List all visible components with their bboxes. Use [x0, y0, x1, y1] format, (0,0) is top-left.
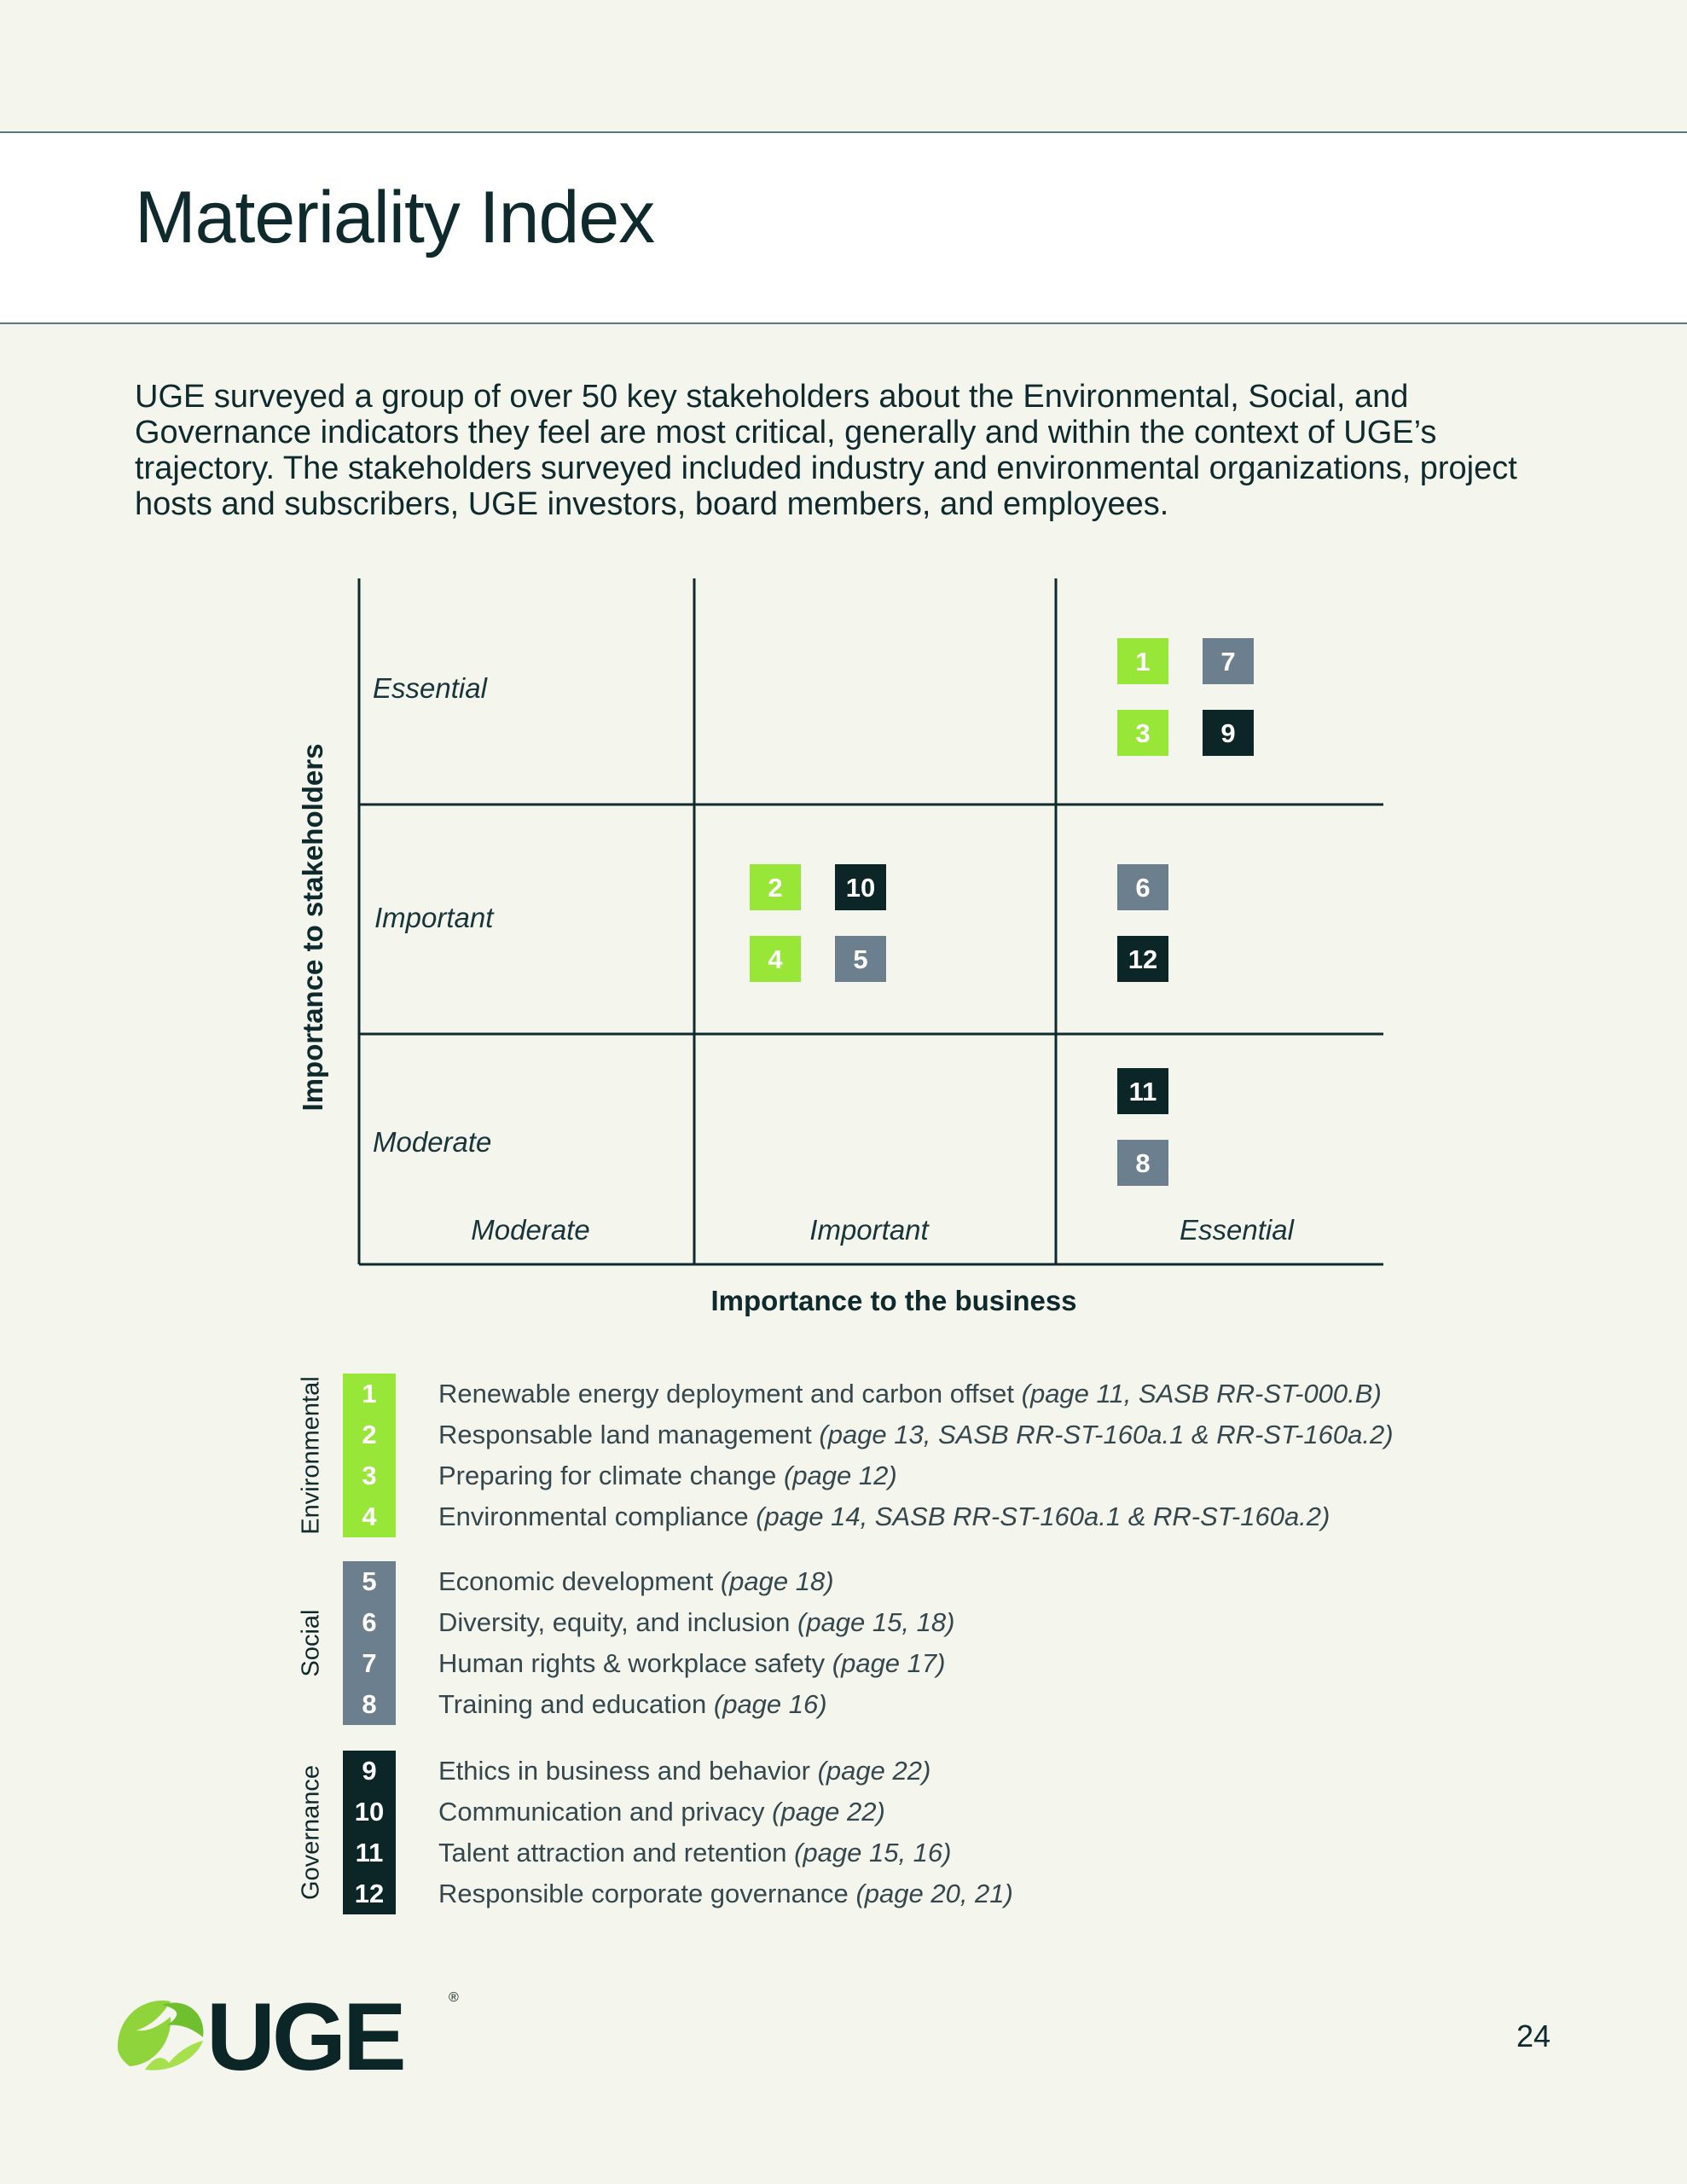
legend-item-text: Human rights & workplace safety	[438, 1648, 826, 1678]
legend-item-number: 3	[362, 1461, 377, 1490]
row-label-important: Important	[374, 902, 494, 933]
legend-item-text: Responsable land management	[438, 1420, 812, 1449]
legend-category-text: Social	[297, 1609, 325, 1677]
legend-item	[281, 1684, 1561, 1725]
legend-item-number: 6	[362, 1607, 377, 1637]
legend-item	[281, 1414, 1561, 1455]
col-label-essential: Essential	[1180, 1214, 1294, 1246]
legend-item-description	[438, 1792, 885, 1833]
page-number: 24	[1516, 2018, 1551, 2053]
legend-group-social	[281, 1561, 1612, 1725]
uge-logo	[111, 1981, 469, 2083]
legend-item-description	[438, 1561, 834, 1602]
legend-item	[281, 1496, 1561, 1537]
legend-item-reference: (page 14, SASB RR-ST-160a.1 & RR-ST-160a.2)	[756, 1502, 1330, 1531]
legend-item-description	[438, 1496, 1330, 1537]
legend-item-number: 12	[354, 1879, 385, 1908]
legend-item-text: Responsible corporate governance	[438, 1879, 849, 1908]
legend-item-number: 9	[362, 1756, 377, 1786]
legend-item-text: Renewable energy deployment and carbon offset	[438, 1379, 1014, 1409]
legend-item-text: Diversity, equity, and inclusion	[438, 1607, 791, 1637]
legend-item-description	[438, 1602, 954, 1643]
matrix-item-5-label: 5	[853, 944, 868, 974]
matrix-item-3-label: 3	[1135, 718, 1151, 748]
legend-item-reference: (page 15, 16)	[794, 1838, 952, 1867]
legend-item-number: 10	[354, 1797, 385, 1827]
legend-item	[281, 1455, 1561, 1496]
legend-item-number: 5	[362, 1566, 377, 1596]
legend-item-number: 2	[362, 1420, 377, 1449]
legend-item	[281, 1561, 1561, 1602]
legend-item-text: Environmental compliance	[438, 1502, 749, 1531]
legend-category-text: Governance	[297, 1765, 325, 1900]
legend-item-reference: (page 22)	[817, 1756, 931, 1786]
legend-item-number: 11	[355, 1838, 384, 1867]
legend-item-reference: (page 17)	[832, 1648, 946, 1678]
y-axis-title: Importance to stakeholders	[297, 743, 328, 1112]
matrix-item-9-label: 9	[1220, 718, 1236, 748]
legend-item-reference: (page 16)	[713, 1689, 827, 1719]
col-label-moderate: Moderate	[471, 1214, 590, 1246]
matrix-item-2-label: 2	[768, 873, 783, 903]
legend-item-description	[438, 1873, 1013, 1914]
legend-item-number: 7	[362, 1648, 377, 1678]
legend-item-text: Communication and privacy	[438, 1797, 765, 1827]
legend-item-reference: (page 13, SASB RR-ST-160a.1 & RR-ST-160a.2)	[819, 1420, 1394, 1449]
legend-item-text: Training and education	[438, 1689, 707, 1719]
legend-item-reference: (page 15, 18)	[797, 1607, 955, 1637]
legend-item-text: Talent attraction and retention	[438, 1838, 787, 1867]
legend-item	[281, 1751, 1561, 1792]
matrix-item-4-label: 4	[768, 944, 783, 974]
legend-item-reference: (page 18)	[720, 1566, 834, 1596]
legend-group-environmental	[281, 1374, 1612, 1537]
legend-item-description	[438, 1751, 930, 1792]
legend-item	[281, 1374, 1561, 1414]
legend-item-reference: (page 20, 21)	[855, 1879, 1013, 1908]
intro-paragraph: UGE surveyed a group of over 50 key stakeholders about the Environmental, Social, and Governance indicators they feel are most critical, generally and within the context of UGE’s trajectory. The stakeholders surveyed included industry and environmental organizations, project hosts and subscribers, UGE investors, board members, and employees.	[135, 379, 1517, 522]
legend-item-text: Ethics in business and behavior	[438, 1756, 810, 1786]
legend-group-governance	[281, 1751, 1612, 1914]
legend-item-number: 1	[362, 1379, 377, 1409]
legend-item-number: 4	[362, 1502, 377, 1531]
matrix-items	[750, 638, 1254, 1186]
col-label-important: Important	[809, 1214, 929, 1246]
matrix-item-8-label: 8	[1135, 1148, 1151, 1178]
matrix-item-12-label: 12	[1128, 944, 1158, 974]
legend-item	[281, 1643, 1561, 1684]
svg-text:®: ®	[449, 1990, 459, 2005]
legend-item-description	[438, 1643, 945, 1684]
x-axis-title: Importance to the business	[710, 1285, 1077, 1316]
matrix-item-7-label: 7	[1220, 647, 1236, 677]
legend-item-description	[438, 1684, 827, 1725]
legend-item-reference: (page 11, SASB RR-ST-000.B)	[1021, 1379, 1382, 1409]
matrix-item-11-label: 11	[1128, 1077, 1157, 1107]
legend-item-text: Economic development	[438, 1566, 714, 1596]
row-label-essential: Essential	[373, 672, 487, 704]
legend-item-reference: (page 12)	[783, 1461, 897, 1490]
legend-item	[281, 1873, 1561, 1914]
matrix-item-10-label: 10	[845, 873, 876, 903]
legend-item-description	[438, 1833, 951, 1873]
matrix-item-1-label: 1	[1135, 647, 1151, 677]
legend-item-description	[438, 1374, 1382, 1414]
legend-item	[281, 1833, 1561, 1873]
matrix-item-6-label: 6	[1135, 873, 1151, 903]
legend-item	[281, 1602, 1561, 1643]
legend-item-number: 8	[362, 1689, 377, 1719]
row-label-moderate: Moderate	[373, 1126, 492, 1158]
svg-text:UGE: UGE	[206, 1984, 403, 2083]
page-title: Materiality Index	[135, 177, 655, 258]
legend-item-description	[438, 1455, 897, 1496]
legend-item	[281, 1792, 1561, 1833]
legend-item-reference: (page 22)	[772, 1797, 885, 1827]
leaf-logo-icon	[111, 1981, 469, 2083]
legend-category-text: Environmental	[297, 1376, 325, 1535]
legend-item-text: Preparing for climate change	[438, 1461, 777, 1490]
legend-item-description	[438, 1414, 1394, 1455]
